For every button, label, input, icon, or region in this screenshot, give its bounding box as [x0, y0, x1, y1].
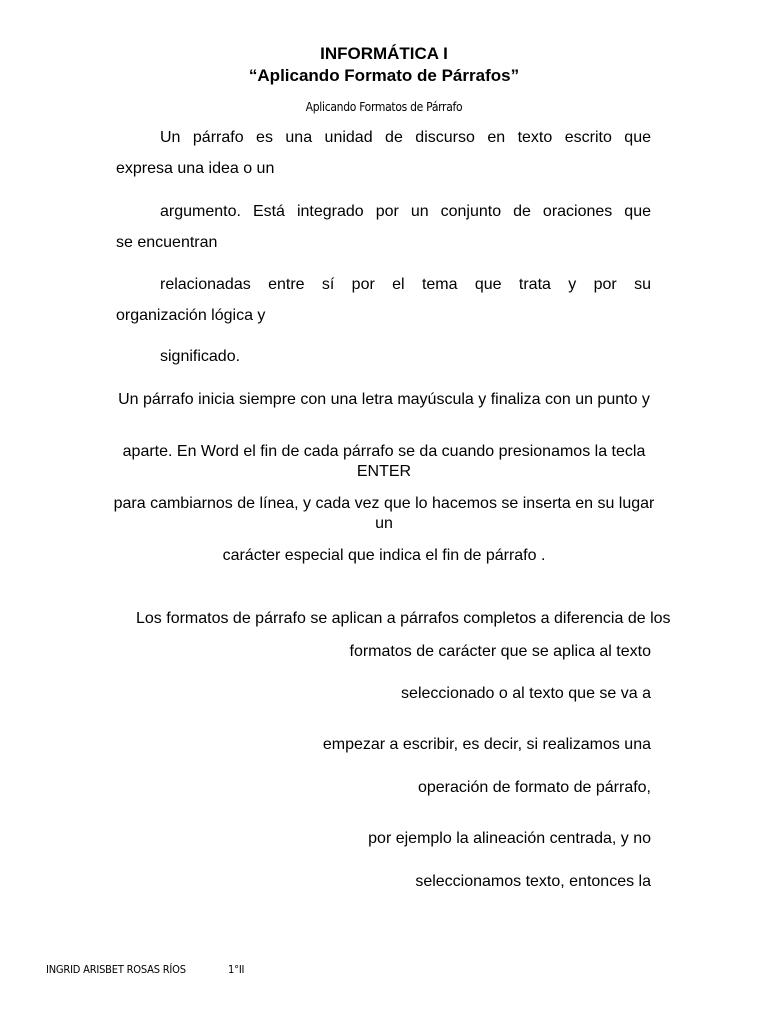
centered-paragraph: carácter especial que indica el fin de párrafo . — [222, 547, 546, 564]
paragraph-line: Los formatos de párrafo se aplican a párrafos completos a diferencia de los — [136, 610, 671, 627]
centered-paragraph: aparte. En Word el fin de cada párrafo se da cuando presionamos la tecla ENTER — [122, 443, 646, 480]
right-aligned-line: operación de formato de párrafo, — [417, 779, 651, 796]
paragraph-line: significado. — [160, 348, 241, 365]
footer-group: 1°II — [228, 963, 245, 976]
document-subtitle: “Aplicando Formato de Párrafos” — [248, 66, 520, 85]
right-aligned-line: formatos de carácter que se aplica al texto — [349, 643, 651, 660]
paragraph-line: relacionadas entre sí por el tema que trata y por su — [160, 276, 651, 293]
right-aligned-line: seleccionamos texto, entonces la — [415, 873, 651, 890]
centered-paragraph: Un párrafo inicia siempre con una letra mayúscula y finaliza con un punto y — [118, 391, 650, 408]
right-aligned-line: empezar a escribir, es decir, si realizamos una — [322, 736, 651, 753]
section-heading: Aplicando Formatos de Párrafo — [305, 100, 463, 114]
paragraph-line: Un párrafo es una unidad de discurso en texto escrito que — [160, 129, 651, 146]
right-aligned-line: seleccionado o al texto que se va a — [401, 685, 651, 702]
document-title: INFORMÁTICA I — [320, 44, 448, 63]
paragraph-line: argumento. Está integrado por un conjunto de oraciones que — [160, 203, 651, 220]
footer-author: INGRID ARISBET ROSAS RÍOS — [46, 963, 186, 976]
paragraph-line: organización lógica y — [116, 307, 266, 324]
centered-paragraph: para cambiarnos de línea, y cada vez que lo hacemos se inserta en su lugar un — [113, 495, 655, 532]
right-aligned-line: por ejemplo la alineación centrada, y no — [368, 830, 651, 847]
paragraph-line: se encuentran — [116, 234, 218, 251]
paragraph-line: expresa una idea o un — [116, 160, 275, 177]
